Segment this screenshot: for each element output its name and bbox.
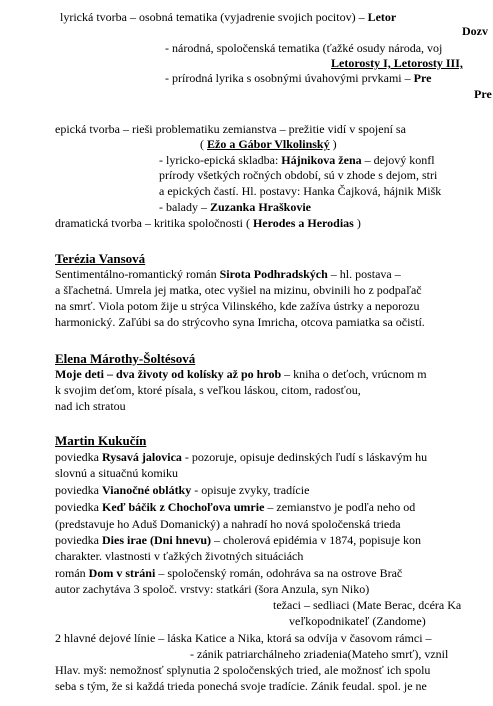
text-line: Hlav. myš: nemožnosť splynutia 2 spoločenských tried, ale možnosť ich spolu — [55, 663, 431, 677]
text-line: ( Ežo a Gábor Vlkolinský ) — [200, 137, 337, 151]
text-line: autor zachytáva 3 spoloč. vrstvy: statkári (šora Anzula, syn Niko) — [55, 582, 370, 596]
text-line: a epických častí. Hl. postavy: Hanka Čajková, hájnik Mišk — [159, 184, 442, 198]
text-line: na smrť. Viola potom žije u strýca Vilinského, kde zažíva ústrky a neporozu — [55, 299, 420, 313]
text-line: prírody všetkých ročných období, sú v zhode s dejom, stri — [159, 168, 438, 182]
section-heading: Terézia Vansová — [55, 251, 146, 266]
text-line: dramatická tvorba – kritika spoločnosti ( Herodes a Herodias ) — [55, 216, 361, 230]
text-line: poviedka Rysavá jalovica - pozoruje, opisuje dedinských ľudí s láskavým hu — [55, 450, 428, 464]
text-line: težaci – sedliaci (Mate Berac, dcéra Ka — [273, 598, 462, 612]
text-line: Dozv — [462, 24, 488, 38]
text-line: (predstavuje ho Aduš Domanický) a nahradí ho nová spoločenská trieda — [55, 517, 401, 531]
text-line: - balady – Zuzanka Hraškovie — [159, 200, 311, 214]
text-line: - prírodná lyrika s osobnými úvahovými prvkami – Pre — [165, 71, 432, 85]
text-line: epická tvorba – rieši problematiku zemianstva – prežitie vidí v spojení sa — [55, 122, 406, 136]
text-line: poviedka Keď báčik z Chochoľova umrie – zemianstvo je podľa neho od — [55, 500, 416, 514]
text-line: - národná, spoločenská tematika (ťažké osudy národa, voj — [165, 41, 443, 55]
text-line: - zánik patriarchálneho zriadenia(Mateho smrť), vznil — [190, 647, 449, 661]
text-line: veľkopodnikateľ (Zandome) — [289, 614, 426, 628]
section-heading: Elena Márothy-Šoltésová — [55, 351, 196, 366]
section-heading: Martin Kukučín — [55, 433, 147, 448]
text-line: harmonický. Zaľúbi sa do strýcovho syna Imricha, otcova pamiatka sa očistí. — [55, 315, 425, 329]
text-line: lyrická tvorba – osobná tematika (vyjadrenie svojich pocitov) – Letor — [60, 10, 397, 24]
text-line: a šľachetná. Umrela jej matka, otec vyšiel na mizinu, obvinili ho z podpaľač — [55, 283, 422, 297]
text-line: seba s tým, že si každá trieda ponechá svoje tradície. Zánik feudal. spol. je ne — [55, 679, 427, 693]
text-line: Sentimentálno-romantický román Sirota Podhradských – hl. postava – — [55, 267, 401, 281]
text-line: Moje deti – dva životy od kolísky až po hrob – kniha o deťoch, vrúcnom m — [55, 367, 427, 381]
text-line: 2 hlavné dejové línie – láska Katice a Nika, ktorá sa odvíja v časovom rámci – — [55, 631, 432, 645]
text-line: poviedka Vianočné oblátky - opisuje zvyky, tradície — [55, 483, 310, 497]
text-line: román Dom v stráni – spoločenský román, odohráva sa na ostrove Brač — [55, 566, 403, 580]
text-line: poviedka Dies irae (Dni hnevu) – cholerová epidémia v 1874, popisuje kon — [55, 533, 421, 547]
text-line: - lyricko-epická skladba: Hájnikova žena – dejový konfl — [159, 153, 435, 167]
text-line: Pre — [474, 87, 492, 101]
text-line: k svojim deťom, ktoré písala, s veľkou láskou, citom, radosťou, — [55, 383, 361, 397]
text-line: charakter. vlastnosti v ťažkých životných situáciách — [55, 549, 304, 563]
text-line: nad ich stratou — [55, 399, 126, 413]
text-line: Letorosty I, Letorosty III, — [331, 56, 463, 70]
text-line: slovnú a situačnú komiku — [55, 466, 178, 480]
